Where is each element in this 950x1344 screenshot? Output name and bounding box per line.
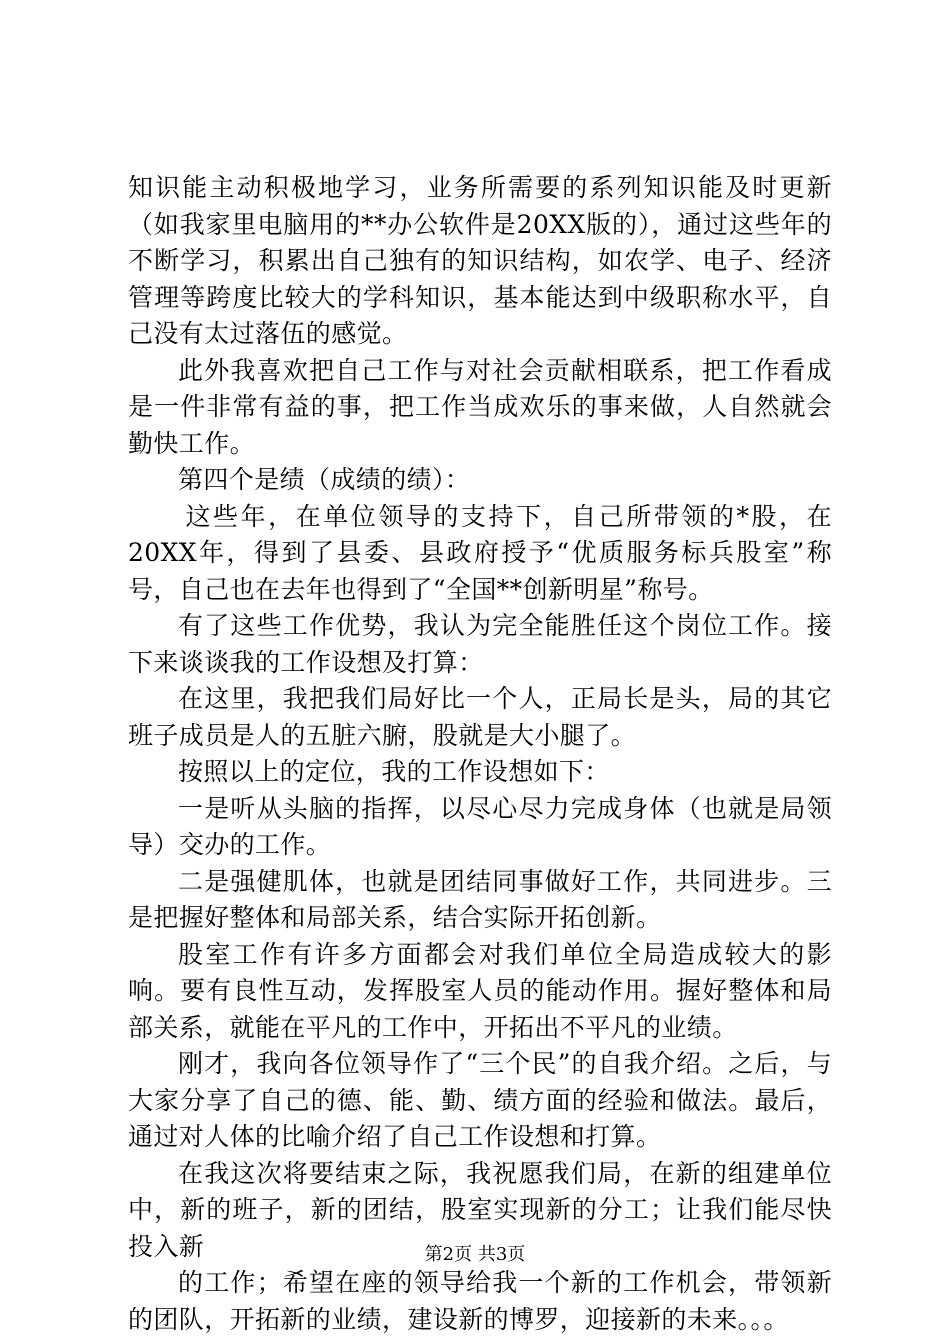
paragraph-11: 刚才，我向各位领导作了“三个民”的自我介绍。之后，与大家分享了自己的德、能、勤、绩方面的经验和做法。最后，通过对人体的比喻介绍了自己工作设想和打算。 [128,1049,832,1151]
paragraph-7: 按照以上的定位，我的工作设想如下： [178,757,610,786]
paragraph-13: 的工作；希望在座的领导给我一个新的工作机会，带领新的团队，开拓新的业绩，建设新的博罗，迎接新的未来。。。 [128,1268,832,1334]
document-body [128,170,832,1338]
paragraph-5: 有了这些工作优势，我认为完全能胜任这个岗位工作。接下来谈谈我的工作设想及打算： [128,611,832,677]
page-number-footer: 第2页 共3页 [424,1244,526,1265]
paragraph-9: 二是强健肌体，也就是团结同事做好工作，共同进步。三是把握好整体和局部关系，结合实际开拓创新。 [128,866,832,932]
paragraph-8: 一是听从头脑的指挥，以尽心尽力完成身体（也就是局领导）交办的工作。 [128,793,832,859]
paragraph-1: 知识能主动积极地学习，业务所需要的系列知识能及时更新（如我家里电脑用的**办公软件是20XX版的），通过这些年的不断学习，积累出自己独有的知识结构，如农学、电子、经济管理等跨度比较大的学科知识，基本能达到中级职称水平，自己没有太过落伍的感觉。 [128,173,832,348]
paragraph-12: 在我这次将要结束之际，我祝愿我们局，在新的组建单位中，新的班子，新的团结，股室实现新的分工；让我们能尽快投入新 [128,1158,832,1261]
paragraph-6: 在这里，我把我们局好比一个人，正局长是头，局的其它班子成员是人的五脏六腑，股就是大小腿了。 [128,684,832,750]
paragraph-10: 股室工作有许多方面都会对我们单位全局造成较大的影响。要有良性互动，发挥股室人员的能动作用。握好整体和局部关系，就能在平凡的工作中，开拓出不平凡的业绩。 [128,939,832,1042]
paragraph-4: 这些年，在单位领导的支持下，自己所带领的*股，在20XX年，得到了县委、县政府授予“优质服务标兵股室”称号，自己也在去年也得到了“全国**创新明星”称号。 [128,501,832,604]
paragraph-2: 此外我喜欢把自己工作与对社会贡献相联系，把工作看成是一件非常有益的事，把工作当成欢乐的事来做，人自然就会勤快工作。 [128,355,832,458]
paragraph-3-heading: 第四个是绩（成绩的绩）： [178,465,471,494]
